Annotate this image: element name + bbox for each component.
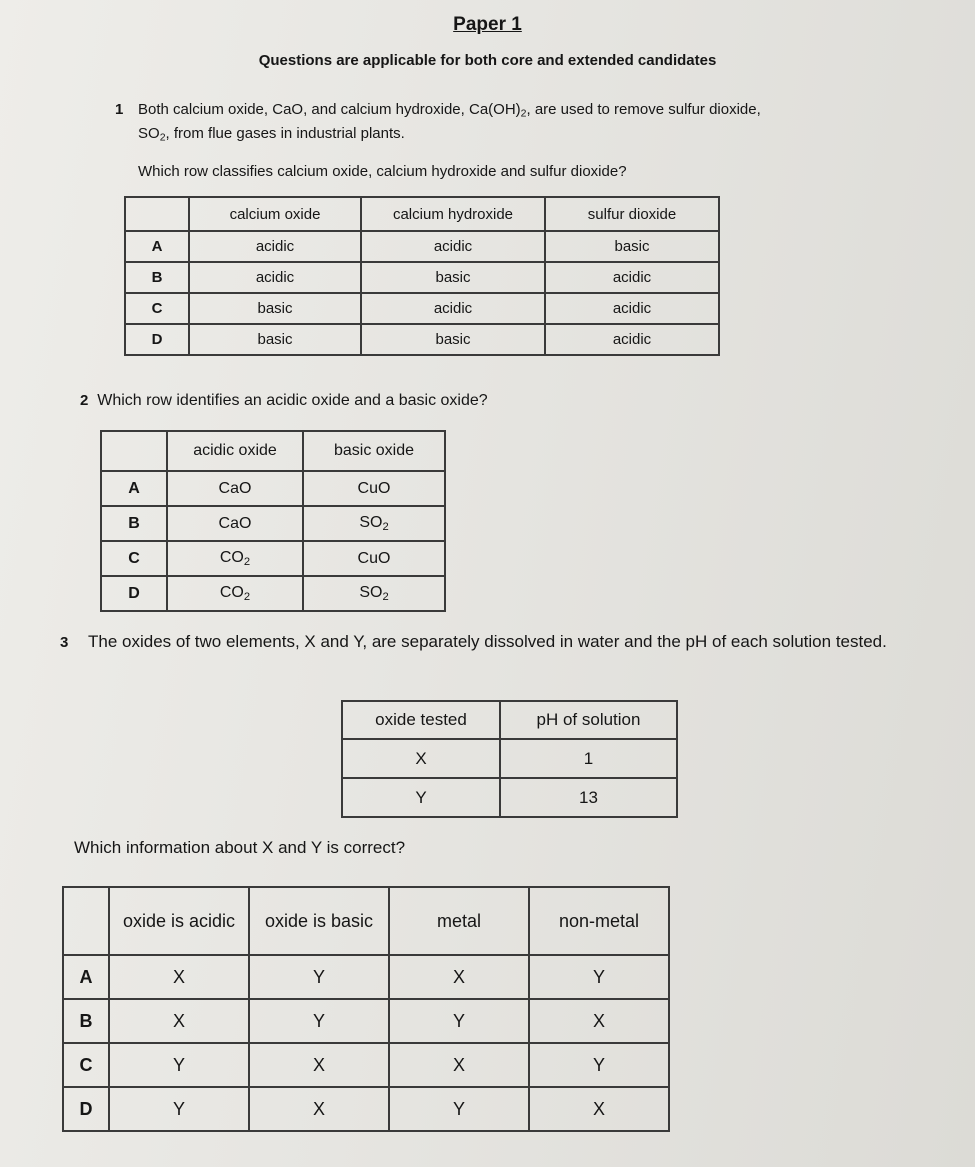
table-row xyxy=(125,293,719,324)
table-row xyxy=(342,739,677,778)
q1-intro-line2-a: SO xyxy=(138,124,160,142)
formula-text: SO xyxy=(359,584,383,602)
table-row xyxy=(63,955,669,999)
page-title: Paper 1 xyxy=(453,14,522,35)
table-cell: Y xyxy=(342,778,500,817)
table-header-cell: pH of solution xyxy=(500,701,677,739)
table-cell: acidic xyxy=(361,231,545,262)
table-cell: X xyxy=(342,739,500,778)
table-cell: 1 xyxy=(500,739,677,778)
table-cell: basic xyxy=(545,231,719,262)
table-cell xyxy=(303,576,445,611)
table-header-cell: acidic oxide xyxy=(167,431,303,471)
row-label: D xyxy=(63,1087,109,1131)
question-1-intro xyxy=(115,100,915,144)
table-cell: X xyxy=(109,955,249,999)
question-2-number: 2 xyxy=(80,392,89,409)
question-3-table xyxy=(62,886,670,1132)
table-cell: Y xyxy=(389,1087,529,1131)
question-3-number: 3 xyxy=(60,634,69,651)
table-corner-cell xyxy=(63,887,109,955)
q1-intro-subscript: 2 xyxy=(520,107,527,120)
row-label: D xyxy=(101,576,167,611)
table-cell: X xyxy=(389,955,529,999)
table-header-cell: non-metal xyxy=(529,887,669,955)
table-cell: acidic xyxy=(545,324,719,355)
table-corner-cell xyxy=(101,431,167,471)
table-cell: Y xyxy=(249,955,389,999)
row-label: C xyxy=(101,541,167,576)
table-cell: X xyxy=(109,999,249,1043)
question-2-prompt xyxy=(80,392,488,410)
table-row xyxy=(125,262,719,293)
formula-text: CO xyxy=(219,549,244,567)
table-cell: X xyxy=(389,1043,529,1087)
formula-text: CO xyxy=(219,584,244,602)
question-2-table xyxy=(100,430,446,612)
table-cell: basic xyxy=(361,324,545,355)
row-label: B xyxy=(63,999,109,1043)
table-cell: Y xyxy=(109,1043,249,1087)
table-cell xyxy=(167,576,303,611)
table-row xyxy=(63,999,669,1043)
table-cell xyxy=(167,541,303,576)
row-label: A xyxy=(125,231,189,262)
table-cell: X xyxy=(249,1087,389,1131)
ph-results-table xyxy=(341,700,678,818)
row-label: B xyxy=(101,506,167,541)
table-row xyxy=(101,541,445,576)
question-1-prompt: Which row classifies calcium oxide, calcium hydroxide and sulfur dioxide? xyxy=(138,163,627,180)
formula-subscript: 2 xyxy=(382,520,389,533)
table-row xyxy=(63,1087,669,1131)
table-row xyxy=(101,576,445,611)
question-3-intro-text: The oxides of two elements, X and Y, are separately dissolved in water and the pH of each solution tested. xyxy=(88,632,887,651)
formula-subscript: 2 xyxy=(243,590,251,603)
table-row xyxy=(63,1043,669,1087)
table-cell: Y xyxy=(529,1043,669,1087)
page-subtitle: Questions are applicable for both core and extended candidates xyxy=(258,52,717,69)
table-cell: acidic xyxy=(189,262,361,293)
row-label: B xyxy=(125,262,189,293)
table-cell: CuO xyxy=(303,471,445,506)
table-cell: basic xyxy=(189,324,361,355)
table-row xyxy=(101,471,445,506)
table-cell: CaO xyxy=(167,506,303,541)
table-header-cell: basic oxide xyxy=(303,431,445,471)
question-1-table xyxy=(124,196,720,356)
table-cell: Y xyxy=(529,955,669,999)
row-label: D xyxy=(125,324,189,355)
table-header-row xyxy=(63,887,669,955)
table-cell: Y xyxy=(109,1087,249,1131)
table-cell: Y xyxy=(249,999,389,1043)
row-label: C xyxy=(125,293,189,324)
table-cell: X xyxy=(249,1043,389,1087)
question-3-prompt: Which information about X and Y is correct? xyxy=(74,838,406,857)
question-1-number: 1 xyxy=(115,101,124,118)
formula-subscript: 2 xyxy=(382,590,389,603)
table-header-cell: calcium hydroxide xyxy=(361,197,545,231)
row-label: C xyxy=(63,1043,109,1087)
formula-text: SO xyxy=(359,514,383,532)
q1-intro-line2-subscript: 2 xyxy=(159,131,166,144)
table-header-cell: oxide is acidic xyxy=(109,887,249,955)
formula-subscript: 2 xyxy=(243,555,251,568)
table-cell: acidic xyxy=(189,231,361,262)
table-header-cell: sulfur dioxide xyxy=(545,197,719,231)
table-header-row xyxy=(342,701,677,739)
table-cell: acidic xyxy=(545,293,719,324)
table-row xyxy=(125,231,719,262)
table-cell: basic xyxy=(361,262,545,293)
table-row xyxy=(101,506,445,541)
table-cell: acidic xyxy=(545,262,719,293)
table-cell: X xyxy=(529,1087,669,1131)
table-header-cell: oxide tested xyxy=(342,701,500,739)
table-cell: 13 xyxy=(500,778,677,817)
q1-intro-text-b: , are used to remove sulfur dioxide, xyxy=(526,101,761,118)
table-corner-cell xyxy=(125,197,189,231)
q1-intro-line2-b: , from flue gases in industrial plants. xyxy=(165,124,405,142)
question-2-text: Which row identifies an acidic oxide and a basic oxide? xyxy=(97,392,488,409)
table-cell: CaO xyxy=(167,471,303,506)
table-cell: X xyxy=(529,999,669,1043)
table-header-row xyxy=(101,431,445,471)
q1-intro-text-a: Both calcium oxide, CaO, and calcium hydroxide, Ca(OH) xyxy=(138,101,521,118)
table-header-cell: calcium oxide xyxy=(189,197,361,231)
table-cell xyxy=(303,506,445,541)
row-label: A xyxy=(63,955,109,999)
table-cell: CuO xyxy=(303,541,445,576)
table-row xyxy=(342,778,677,817)
table-row xyxy=(125,324,719,355)
table-header-cell: metal xyxy=(389,887,529,955)
table-cell: acidic xyxy=(361,293,545,324)
table-cell: Y xyxy=(389,999,529,1043)
table-header-cell: oxide is basic xyxy=(249,887,389,955)
table-cell: basic xyxy=(189,293,361,324)
row-label: A xyxy=(101,471,167,506)
table-header-row xyxy=(125,197,719,231)
question-3-intro xyxy=(60,630,960,654)
